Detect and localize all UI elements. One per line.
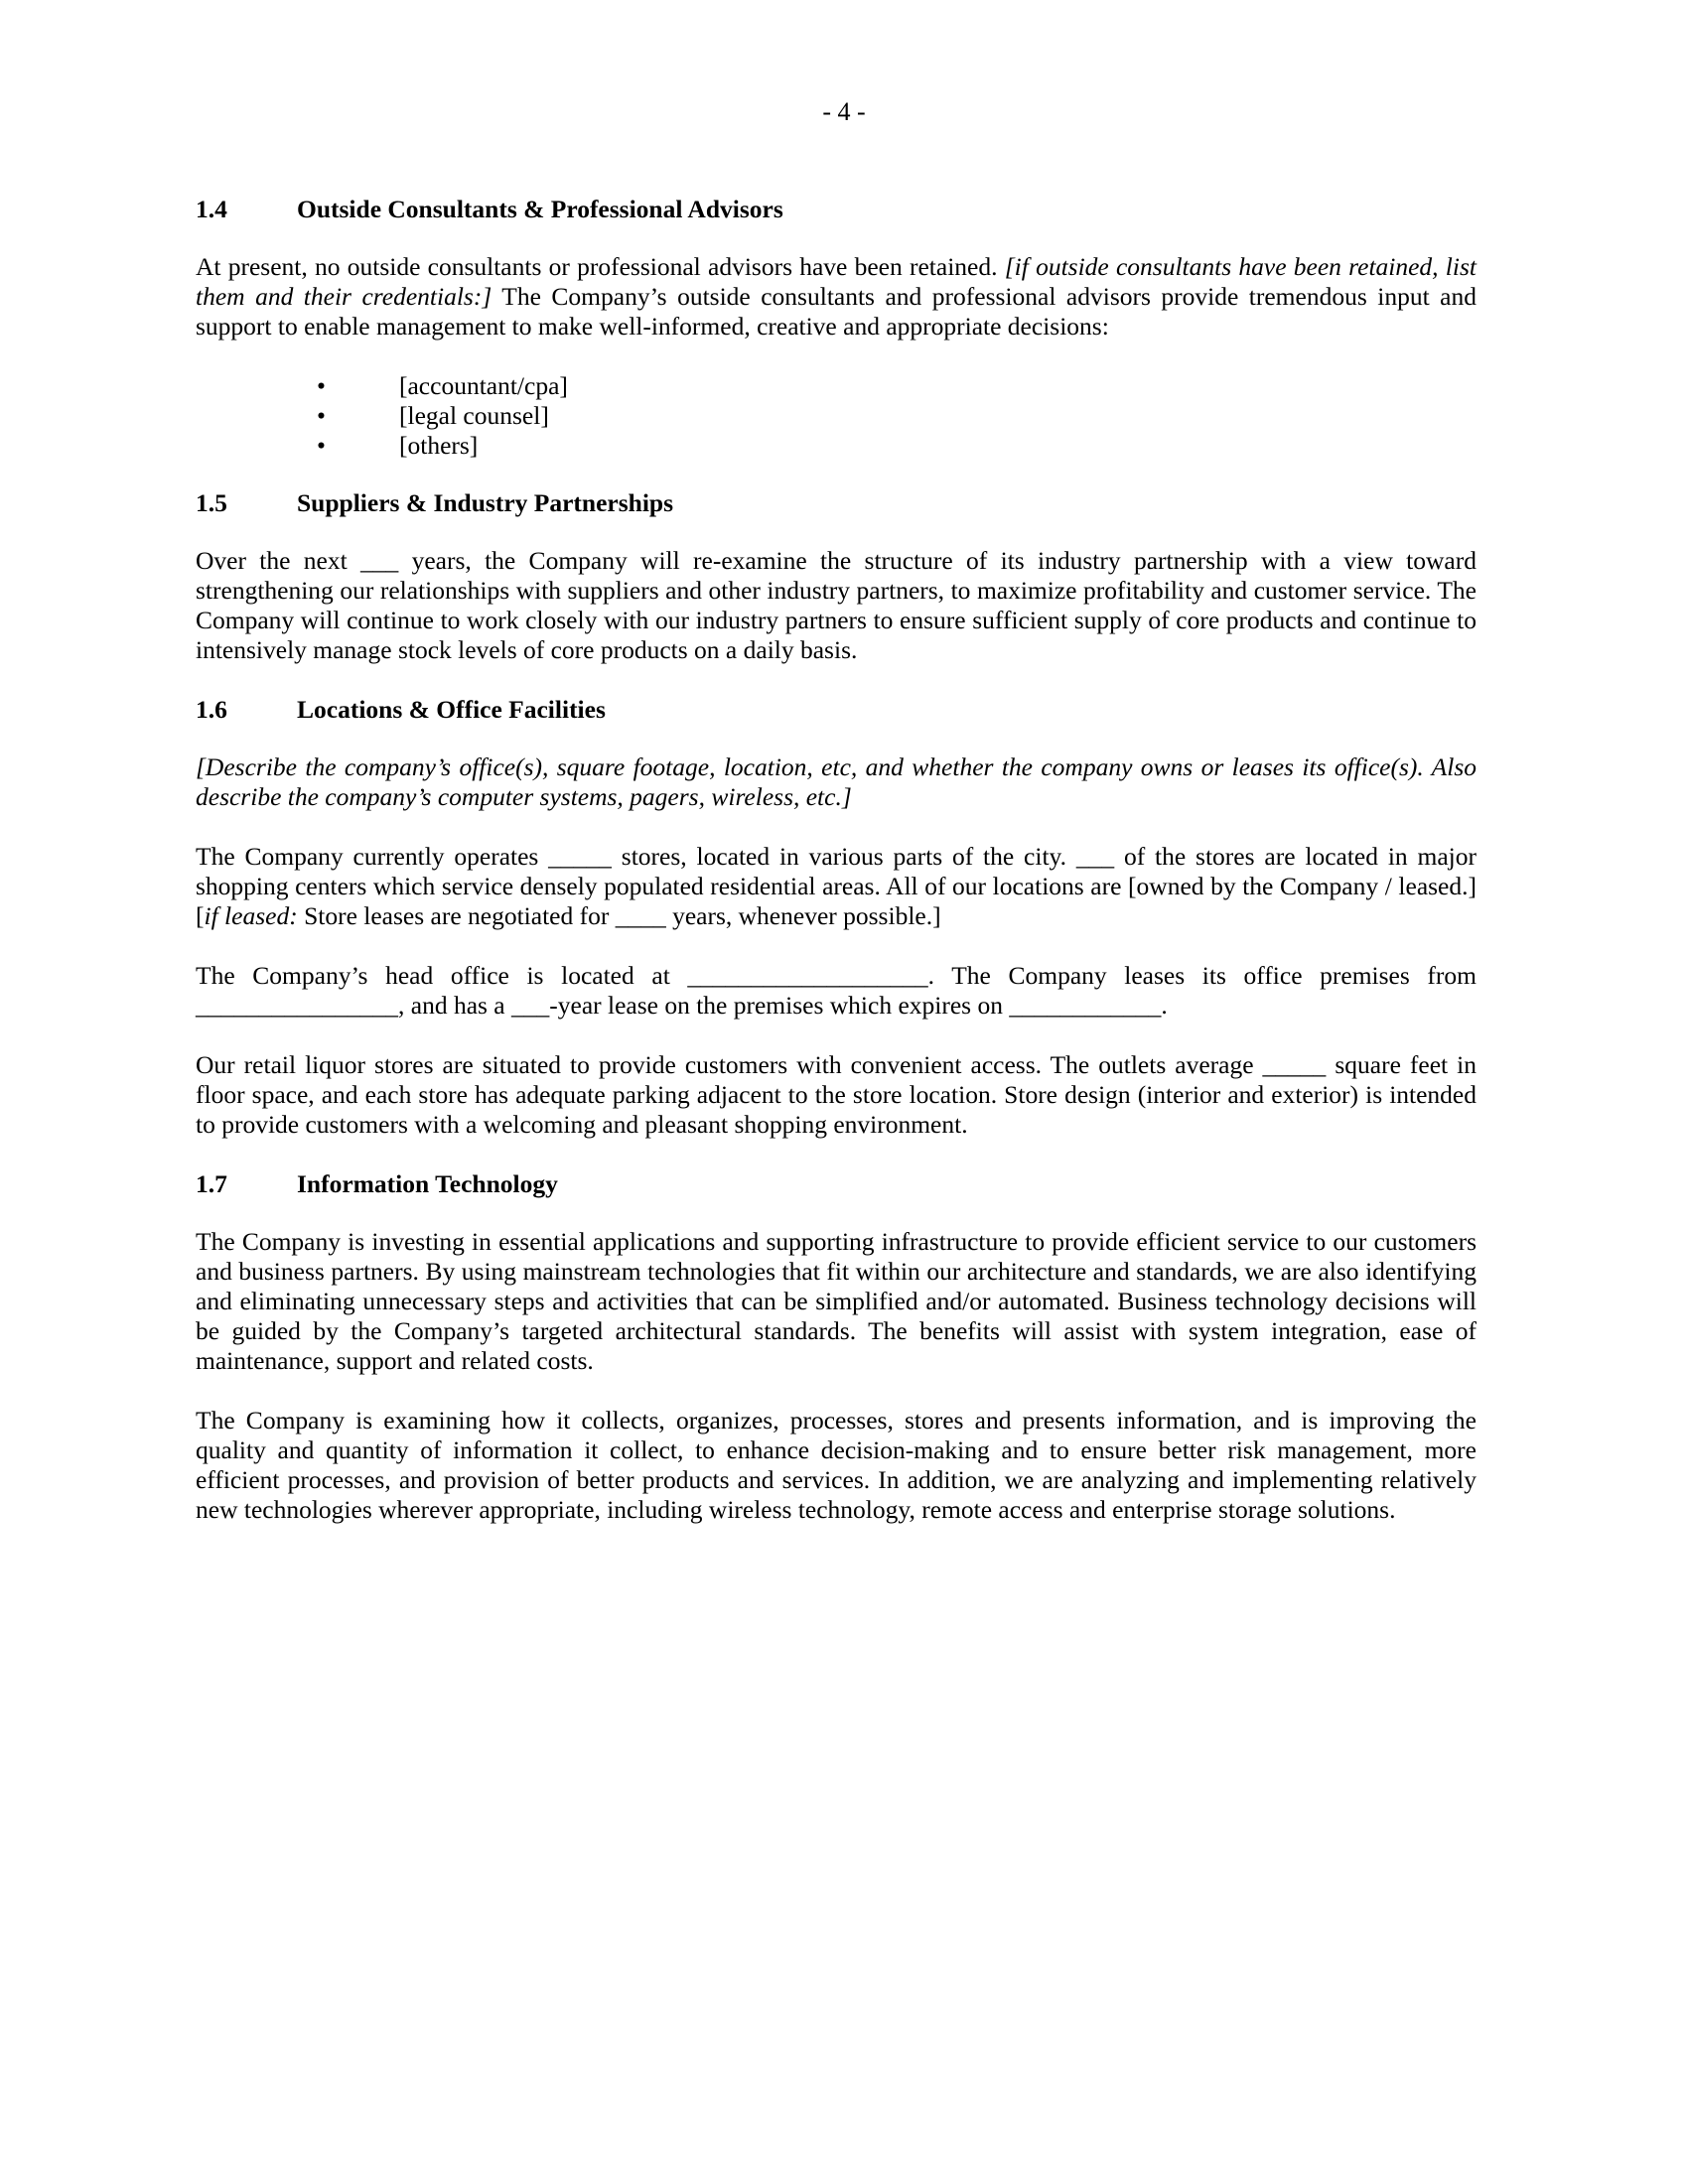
instruction-text: [Describe the company’s office(s), square footage, location, etc, and whether the company owns or leases its office(s). Also describe the company’s computer systems, pagers, wireless, etc.] bbox=[196, 752, 1477, 811]
text: Store leases are negotiated for ____ years, whenever possible.] bbox=[297, 901, 941, 930]
paragraph: The Company is investing in essential applications and supporting infrastructure to provide efficient service to our customers and business partners. By using mainstream technologies that fit within our architecture and standards, we are also identifying and eliminating unnecessary steps and activities that can be simplified and/or automated. Business technology decisions will be guided by the Company’s targeted architectural standards. The benefits will assist with system integration, ease of maintenance, support and related costs. bbox=[196, 1227, 1477, 1375]
section-number: 1.4 bbox=[196, 195, 227, 223]
section-title: Information Technology bbox=[297, 1169, 558, 1198]
paragraph: The Company is examining how it collects, organizes, processes, stores and presents information, and is improving the quality and quantity of information it collect, to enhance decision-making and to ensure better risk management, more efficient processes, and provision of better products and services. In addition, we are analyzing and implementing relatively new technologies wherever appropriate, including wireless technology, remote access and enterprise storage solutions. bbox=[196, 1406, 1477, 1524]
paragraph: The Company’s head office is located at ___________________. The Company leases its office premises from ________________, and has a ___-year lease on the premises which expires on ____________. bbox=[196, 961, 1477, 1020]
section-heading bbox=[196, 488, 1477, 518]
section-title: Outside Consultants & Professional Advisors bbox=[297, 195, 783, 223]
list-item-text: [accountant/cpa] bbox=[399, 371, 568, 400]
bullet-icon: • bbox=[317, 401, 326, 430]
section-1-4 bbox=[196, 195, 1477, 461]
bullet-icon: • bbox=[317, 371, 326, 400]
instruction-text: [if outside consultants have been retained, list them and their credentials:] bbox=[196, 252, 1477, 311]
advisor-list bbox=[196, 371, 1477, 461]
section-title: Locations & Office Facilities bbox=[297, 695, 606, 724]
section-heading bbox=[196, 1169, 1477, 1199]
instruction-paragraph bbox=[196, 752, 1477, 812]
paragraph bbox=[196, 252, 1477, 341]
section-heading bbox=[196, 195, 1477, 224]
section-title: Suppliers & Industry Partnerships bbox=[297, 488, 674, 517]
paragraph bbox=[196, 842, 1477, 931]
text: At present, no outside consultants or professional advisors have been retained. bbox=[196, 252, 1005, 281]
page-number: - 4 - bbox=[822, 97, 866, 126]
section-heading bbox=[196, 695, 1477, 725]
list-item bbox=[196, 371, 1477, 401]
section-1-6 bbox=[196, 695, 1477, 1140]
paragraph: Our retail liquor stores are situated to provide customers with convenient access. The outlets average _____ square feet in floor space, and each store has adequate parking adjacent to the store location. Store design (interior and exterior) is intended to provide customers with a welcoming and pleasant shopping environment. bbox=[196, 1050, 1477, 1139]
section-number: 1.6 bbox=[196, 695, 227, 724]
list-item bbox=[196, 431, 1477, 461]
instruction-text: if leased: bbox=[204, 901, 298, 930]
list-item-text: [others] bbox=[399, 431, 479, 460]
section-1-5 bbox=[196, 488, 1477, 665]
text: The Company’s outside consultants and professional advisors provide tremendous input and support to enable management to make well-informed, creative and appropriate decisions: bbox=[196, 282, 1477, 341]
list-item-text: [legal counsel] bbox=[399, 401, 549, 430]
text: The Company currently operates _____ stores, located in various parts of the city. ___ of the stores are located in major shopping centers which service densely populated residential areas. All of our locations are [owned by the Company / leased.] [ bbox=[196, 842, 1477, 930]
bullet-icon: • bbox=[317, 431, 326, 460]
list-item bbox=[196, 401, 1477, 431]
document-body bbox=[196, 195, 1477, 1555]
section-number: 1.5 bbox=[196, 488, 227, 517]
section-number: 1.7 bbox=[196, 1169, 227, 1198]
paragraph: Over the next ___ years, the Company will re-examine the structure of its industry partnership with a view toward strengthening our relationships with suppliers and other industry partners, to maximize profitability and customer service. The Company will continue to work closely with our industry partners to ensure sufficient supply of core products and continue to intensively manage stock levels of core products on a daily basis. bbox=[196, 546, 1477, 664]
section-1-7 bbox=[196, 1169, 1477, 1525]
